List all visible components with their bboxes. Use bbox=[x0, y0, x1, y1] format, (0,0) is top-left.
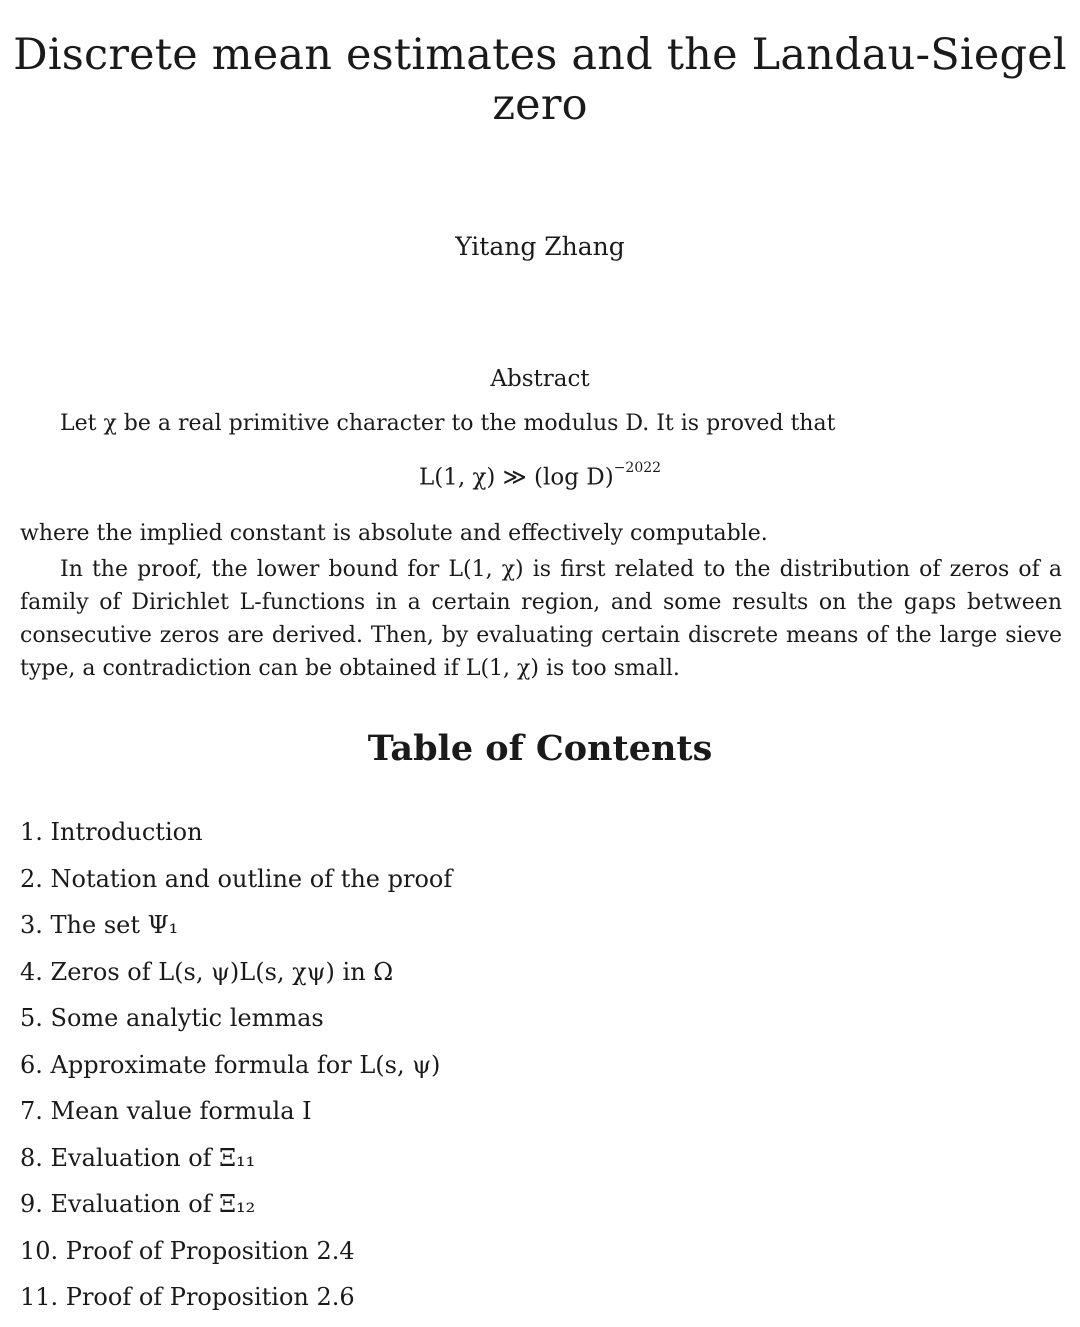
toc-item[interactable]: 11. Proof of Proposition 2.6 bbox=[20, 1283, 355, 1311]
paper-title: Discrete mean estimates and the Landau-Siegel zero bbox=[13, 30, 1067, 130]
toc-item[interactable]: 9. Evaluation of Ξ₁₂ bbox=[20, 1190, 256, 1218]
abstract-constant-line: where the implied constant is absolute and effectively computable. bbox=[20, 521, 768, 546]
toc-list bbox=[20, 815, 452, 1327]
equation-exponent: −2022 bbox=[613, 460, 662, 476]
toc-item[interactable]: 5. Some analytic lemmas bbox=[20, 1004, 324, 1032]
toc-heading: Table of Contents bbox=[367, 728, 713, 769]
toc-item[interactable]: 3. The set Ψ₁ bbox=[20, 911, 179, 939]
toc-item[interactable]: 7. Mean value formula I bbox=[20, 1097, 312, 1125]
abstract-intro-line: Let χ be a real primitive character to the modulus D. It is proved that bbox=[60, 411, 836, 436]
abstract-paragraph: In the proof, the lower bound for L(1, χ) is first related to the distribution of zeros of a family of Dirichlet L-functions in a certain region, and some results on the gaps between consecutive zeros are derived. Then, by evaluating certain discrete means of the large sieve type, a contradiction can be obtained if L(1, χ) is too small. bbox=[20, 557, 1062, 681]
toc-item[interactable]: 10. Proof of Proposition 2.4 bbox=[20, 1236, 355, 1265]
toc-item[interactable]: 4. Zeros of L(s, ψ)L(s, χψ) in Ω bbox=[20, 957, 394, 986]
equation-body: L(1, χ) ≫ (log D) bbox=[418, 464, 614, 491]
toc-item[interactable]: 2. Notation and outline of the proof bbox=[20, 864, 453, 893]
toc-item[interactable]: 6. Approximate formula for L(s, ψ) bbox=[20, 1050, 441, 1079]
display-equation bbox=[0, 460, 1080, 491]
author-name: Yitang Zhang bbox=[455, 232, 625, 261]
toc-item[interactable]: 1. Introduction bbox=[20, 818, 203, 846]
toc-item[interactable]: 8. Evaluation of Ξ₁₁ bbox=[20, 1143, 256, 1172]
abstract-heading: Abstract bbox=[490, 366, 590, 392]
